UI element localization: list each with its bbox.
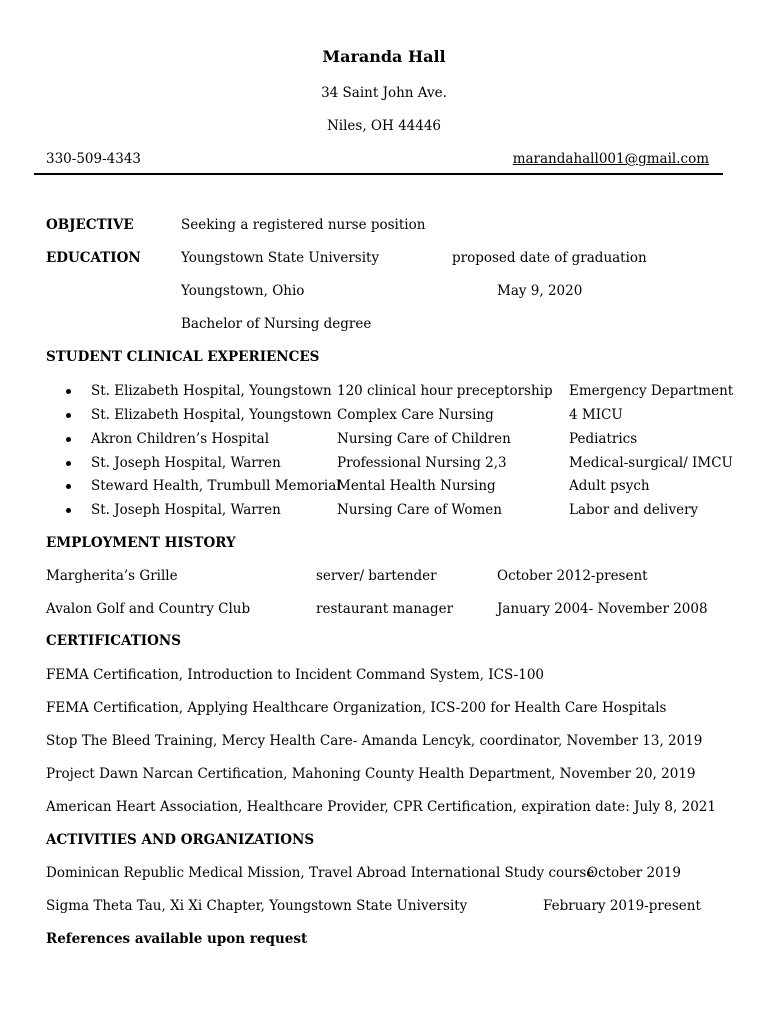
clinical-site: St. Elizabeth Hospital, Youngstown bbox=[91, 383, 332, 399]
activity-date: October 2019 bbox=[587, 865, 681, 881]
clinical-site: Akron Children’s Hospital bbox=[91, 431, 270, 447]
phone-number: 330-509-4343 bbox=[46, 151, 142, 167]
email-link[interactable]: marandahall001@gmail.com bbox=[512, 151, 709, 167]
certification-item: FEMA Certification, Applying Healthcare Organization, ICS-200 for Health Care Hospitals bbox=[46, 700, 667, 716]
employment-dates: January 2004- November 2008 bbox=[497, 601, 708, 617]
activity-date: February 2019-present bbox=[543, 898, 701, 914]
activity-name: Sigma Theta Tau, Xi Xi Chapter, Youngstown State University bbox=[46, 898, 468, 914]
employment-dates: October 2012-present bbox=[497, 568, 648, 584]
clinical-unit: Emergency Department bbox=[569, 383, 734, 399]
clinical-course: 120 clinical hour preceptorship bbox=[337, 383, 553, 399]
clinical-course: Mental Health Nursing bbox=[337, 478, 496, 494]
bullet-icon bbox=[66, 461, 71, 466]
certification-item: Stop The Bleed Training, Mercy Health Care- Amanda Lencyk, coordinator, November 13, 2019 bbox=[46, 733, 703, 749]
employment-role: server/ bartender bbox=[316, 568, 437, 584]
references-note: References available upon request bbox=[46, 931, 308, 947]
clinical-course: Complex Care Nursing bbox=[337, 407, 494, 423]
bullet-icon bbox=[66, 437, 71, 442]
employment-employer: Avalon Golf and Country Club bbox=[46, 601, 251, 617]
education-school: Youngstown State University bbox=[181, 250, 380, 266]
education-location: Youngstown, Ohio bbox=[181, 283, 305, 299]
clinical-heading: STUDENT CLINICAL EXPERIENCES bbox=[46, 349, 320, 365]
address-line-1: 34 Saint John Ave. bbox=[321, 85, 447, 101]
objective-heading: OBJECTIVE bbox=[46, 217, 134, 233]
clinical-site: Steward Health, Trumbull Memorial bbox=[91, 478, 341, 494]
clinical-unit: Adult psych bbox=[569, 478, 650, 494]
objective-text: Seeking a registered nurse position bbox=[181, 217, 426, 233]
applicant-name: Maranda Hall bbox=[322, 47, 446, 66]
clinical-unit: Labor and delivery bbox=[569, 502, 699, 518]
clinical-unit: Medical-surgical/ IMCU bbox=[569, 455, 733, 471]
bullet-icon bbox=[66, 389, 71, 394]
clinical-unit: 4 MICU bbox=[569, 407, 623, 423]
address-line-2: Niles, OH 44446 bbox=[326, 118, 442, 134]
clinical-site: St. Joseph Hospital, Warren bbox=[91, 502, 281, 518]
clinical-course: Nursing Care of Women bbox=[337, 502, 502, 518]
bullet-icon bbox=[66, 484, 71, 489]
clinical-site: St. Elizabeth Hospital, Youngstown bbox=[91, 407, 332, 423]
clinical-site: St. Joseph Hospital, Warren bbox=[91, 455, 281, 471]
employment-role: restaurant manager bbox=[316, 601, 454, 617]
certifications-heading: CERTIFICATIONS bbox=[46, 633, 181, 649]
education-grad-date: May 9, 2020 bbox=[497, 283, 583, 299]
header-divider bbox=[34, 173, 723, 175]
education-heading: EDUCATION bbox=[46, 250, 141, 266]
certification-item: American Heart Association, Healthcare Provider, CPR Certification, expiration date: July 8, 2021 bbox=[46, 799, 716, 815]
certification-item: Project Dawn Narcan Certification, Mahoning County Health Department, November 20, 2019 bbox=[46, 766, 696, 782]
education-degree: Bachelor of Nursing degree bbox=[181, 316, 372, 332]
clinical-course: Professional Nursing 2,3 bbox=[337, 455, 507, 471]
activity-name: Dominican Republic Medical Mission, Travel Abroad International Study course bbox=[46, 865, 595, 881]
activities-heading: ACTIVITIES AND ORGANIZATIONS bbox=[46, 832, 315, 848]
clinical-course: Nursing Care of Children bbox=[337, 431, 511, 447]
clinical-unit: Pediatrics bbox=[569, 431, 638, 447]
employment-heading: EMPLOYMENT HISTORY bbox=[46, 535, 236, 551]
bullet-icon bbox=[66, 413, 71, 418]
certification-item: FEMA Certification, Introduction to Incident Command System, ICS-100 bbox=[46, 667, 545, 683]
bullet-icon bbox=[66, 508, 71, 513]
education-grad-label: proposed date of graduation bbox=[452, 250, 647, 266]
employment-employer: Margherita’s Grille bbox=[46, 568, 178, 584]
